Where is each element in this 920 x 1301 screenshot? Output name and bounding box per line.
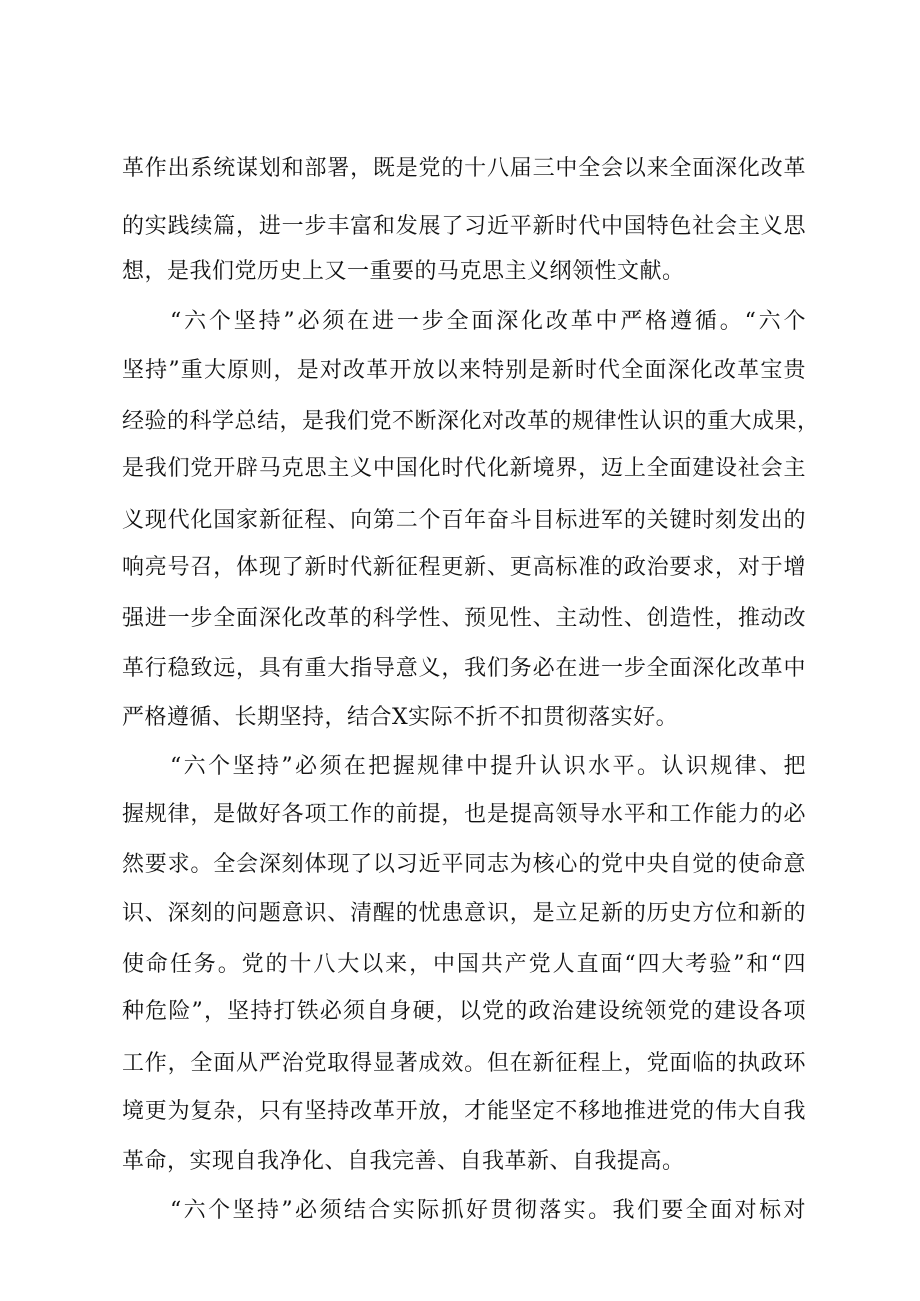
text-line-5: 坚持”重大原则，是对改革开放以来特别是新时代全面深化改革宝贵 [122,358,806,383]
text-line-16: 识、深刻的问题意识、清醒的忧患意识，是立足新的历史方位和新的 [122,901,806,926]
text-line-9: 响亮号召，体现了新时代新征程更新、更高标准的政治要求，对于增 [122,555,806,580]
text-line-14: 握规律，是做好各项工作的前提，也是提高领导水平和工作能力的必 [122,802,806,827]
text-line-6: 经验的科学总结，是我们党不断深化对改革的规律性认识的重大成果， [122,409,820,434]
text-line-18: 种危险”，坚持打铁必须自身硬，以党的政治建设统领党的建设各项 [122,999,806,1024]
text-line-17: 使命任务。党的十八大以来，中国共产党人直面“四大考验”和“四 [122,952,806,977]
text-line-11: 革行稳致远，具有重大指导意义，我们务必在进一步全面深化改革中 [122,656,806,681]
text-line-3: 想，是我们党历史上又一重要的马克思主义纲领性文献。 [122,259,685,284]
paragraph-3-line-1: “六个坚持”必须在把握规律中提升认识水平。认识规律、把 [170,754,806,779]
text-line-1: 革作出系统谋划和部署，既是党的十八届三中全会以来全面深化改革 [122,156,806,181]
text-line-7: 是我们党开辟马克思主义中国化时代化新境界，迈上全面建设社会主 [122,456,806,481]
text-line-15: 然要求。全会深刻体现了以习近平同志为核心的党中央自觉的使命意 [122,852,806,877]
paragraph-2-line-1: “六个坚持”必须在进一步全面深化改革中严格遵循。“六个 [170,309,806,334]
text-line-20: 境更为复杂，只有坚持改革开放，才能坚定不移地推进党的伟大自我 [122,1099,806,1124]
text-line-2: 的实践续篇，进一步丰富和发展了习近平新时代中国特色社会主义思 [122,214,806,239]
text-line-10: 强进一步全面深化改革的科学性、预见性、主动性、创造性，推动改 [122,606,806,631]
paragraph-4-line-1: “六个坚持”必须结合实际抓好贯彻落实。我们要全面对标对 [170,1198,806,1223]
text-line-19: 工作，全面从严治党取得显著成效。但在新征程上，党面临的执政环 [122,1051,806,1076]
text-line-21: 革命，实现自我净化、自我完善、自我革新、自我提高。 [122,1149,685,1174]
text-line-8: 义现代化国家新征程、向第二个百年奋斗目标进军的关键时刻发出的 [122,508,806,533]
text-line-12: 严格遵循、长期坚持，结合X实际不折不扣贯彻落实好。 [122,705,679,730]
